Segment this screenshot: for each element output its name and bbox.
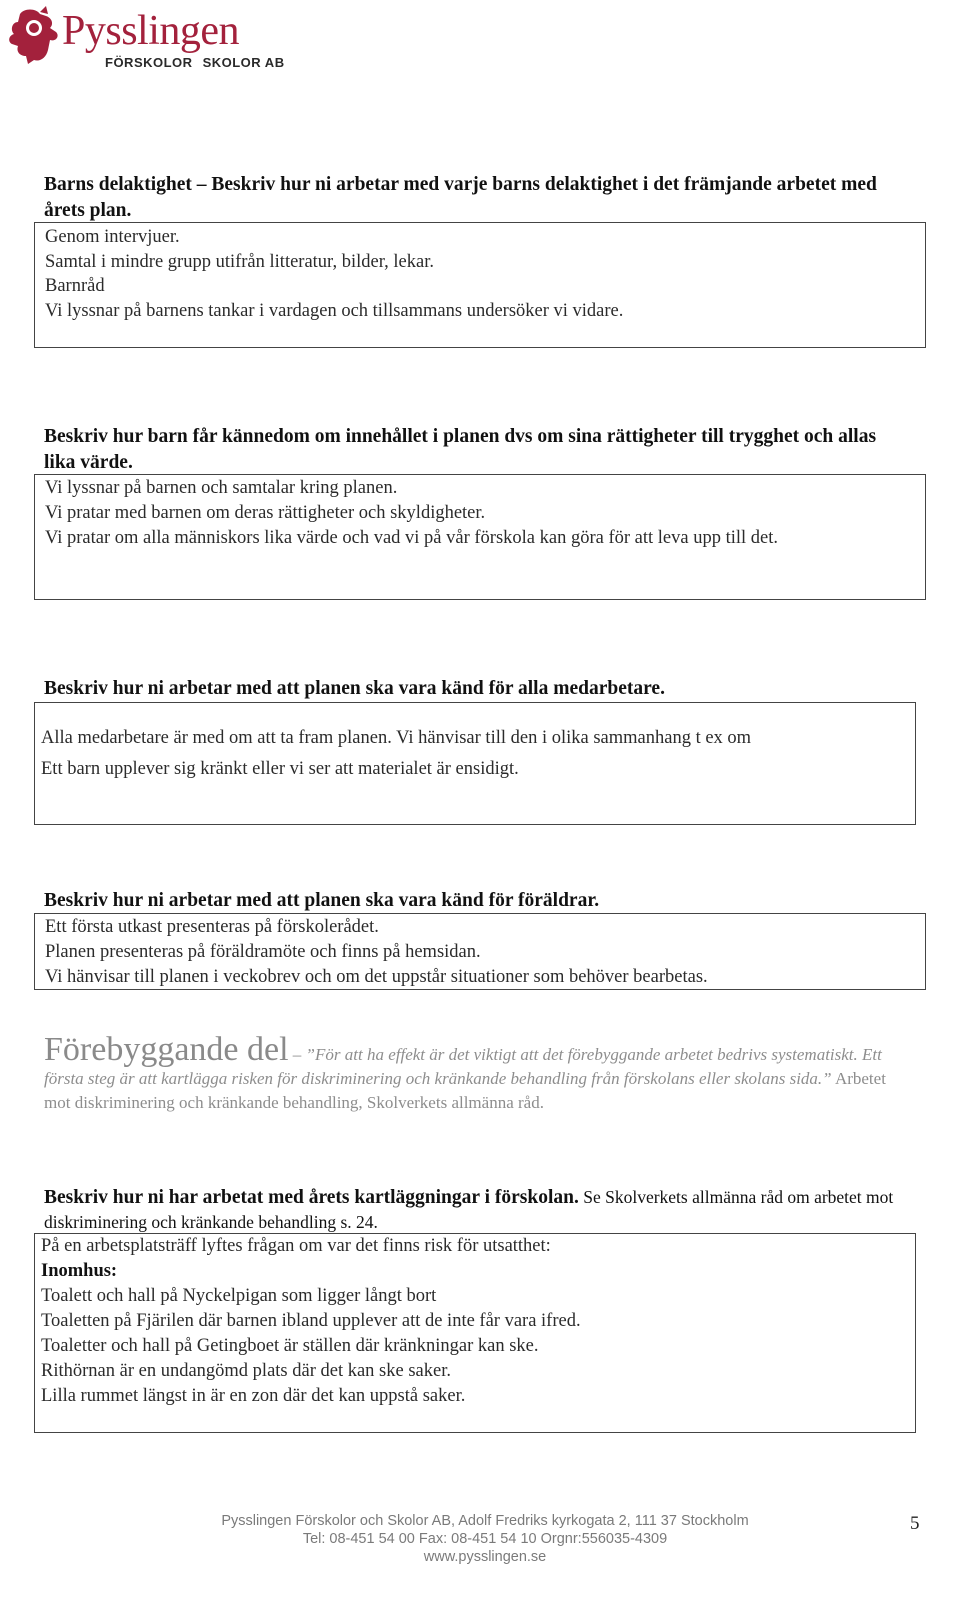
- section-heading-mapping: [44, 1185, 924, 1235]
- mapping-heading-bold: Beskriv hur ni har arbetat med årets kartläggningar i förskolan.: [44, 1187, 579, 1208]
- preventive-source: Arbetet mot diskriminering och kränkande behandling, Skolverkets allmänna råd.: [44, 1069, 886, 1112]
- section-heading-parents: Beskriv hur ni arbetar med att planen ska vara känd för föräldrar.: [44, 890, 600, 911]
- section-heading-staff: Beskriv hur ni arbetar med att planen ska vara känd för alla medarbetare.: [44, 678, 665, 699]
- answer-line: Vi lyssnar på barnens tankar i vardagen och tillsammans undersöker vi vidare.: [45, 301, 624, 321]
- answer-line: Barnråd: [45, 276, 105, 296]
- page-number: 5: [910, 1513, 920, 1534]
- preventive-dash: –: [288, 1045, 306, 1064]
- answer-line: Toaletten på Fjärilen där barnen ibland upplever att de inte får vara ifred.: [41, 1311, 581, 1331]
- answer-line: Vi lyssnar på barnen och samtalar kring planen.: [45, 478, 398, 498]
- answer-line: Ett barn upplever sig kränkt eller vi ser att materialet är ensidigt.: [41, 759, 519, 779]
- preventive-quote: ”För att ha effekt är det viktigt att det förebyggande arbetet bedrivs systematiskt. Ett första steg är att kartlägga risken för diskriminering och kränkande behandling från förskolans eller skolans sida.”: [44, 1045, 882, 1088]
- answer-line: Rithörnan är en undangömd plats där det kan ske saker.: [41, 1361, 451, 1381]
- answer-line: Vi hänvisar till planen i veckobrev och om det uppstår situationer som behöver bearbetas.: [45, 967, 708, 987]
- answer-line: Planen presenteras på föräldramöte och finns på hemsidan.: [45, 942, 481, 962]
- section-heading-child-participation: Barns delaktighet – Beskriv hur ni arbetar med varje barns delaktighet i det främjande arbetet med årets plan.: [44, 174, 877, 221]
- logo-sub-right: SKOLOR AB: [202, 55, 285, 70]
- answer-line-subheading: Inomhus:: [41, 1261, 118, 1281]
- logo-subtitle: [105, 56, 295, 69]
- pysslingen-mascot-icon: [6, 6, 62, 68]
- answer-line: Genom intervjuer.: [45, 227, 180, 247]
- mapping-heading-reference: Se Skolverkets allmänna råd om arbetet mot diskriminering och kränkande behandling s. 24.: [44, 1187, 894, 1232]
- answer-line: Vi pratar med barnen om deras rättigheter och skyldigheter.: [45, 503, 486, 523]
- answer-line: Vi pratar om alla människors lika värde och vad vi på vår förskola kan göra för att leva upp till det.: [45, 528, 778, 548]
- answer-line: På en arbetsplatsträff lyftes frågan om var det finns risk för utsatthet:: [41, 1236, 551, 1256]
- section-heading-children-rights: Beskriv hur barn får kännedom om innehållet i planen dvs om sina rättigheter till trygghet och allas lika värde.: [44, 426, 877, 473]
- answer-line: Toalett och hall på Nyckelpigan som ligger långt bort: [41, 1286, 437, 1306]
- preventive-title: Förebyggande del: [44, 1031, 289, 1068]
- logo-brand-text: Pysslingen: [62, 8, 240, 54]
- logo-sub-left: FÖRSKOLOR: [105, 55, 193, 70]
- answer-line: Samtal i mindre grupp utifrån litteratur, bilder, lekar.: [45, 252, 434, 272]
- footer-website: www.pysslingen.se: [423, 1549, 547, 1565]
- footer-address: Pysslingen Förskolor och Skolor AB, Adolf Fredriks kyrkogata 2, 111 37 Stockholm: [221, 1513, 749, 1529]
- preventive-intro: [44, 1033, 894, 1114]
- answer-line: Lilla rummet längst in är en zon där det kan uppstå saker.: [41, 1386, 466, 1406]
- answer-line: Ett första utkast presenteras på förskolerådet.: [45, 917, 379, 937]
- answer-line: Alla medarbetare är med om att ta fram planen. Vi hänvisar till den i olika sammanhang t ex om: [41, 728, 752, 748]
- footer-contact: Tel: 08-451 54 00 Fax: 08-451 54 10 Orgnr:556035-4309: [302, 1531, 668, 1547]
- answer-line: Toaletter och hall på Getingboet är ställen där kränkningar kan ske.: [41, 1336, 539, 1356]
- page-footer: [140, 1512, 830, 1566]
- company-logo: [6, 6, 296, 68]
